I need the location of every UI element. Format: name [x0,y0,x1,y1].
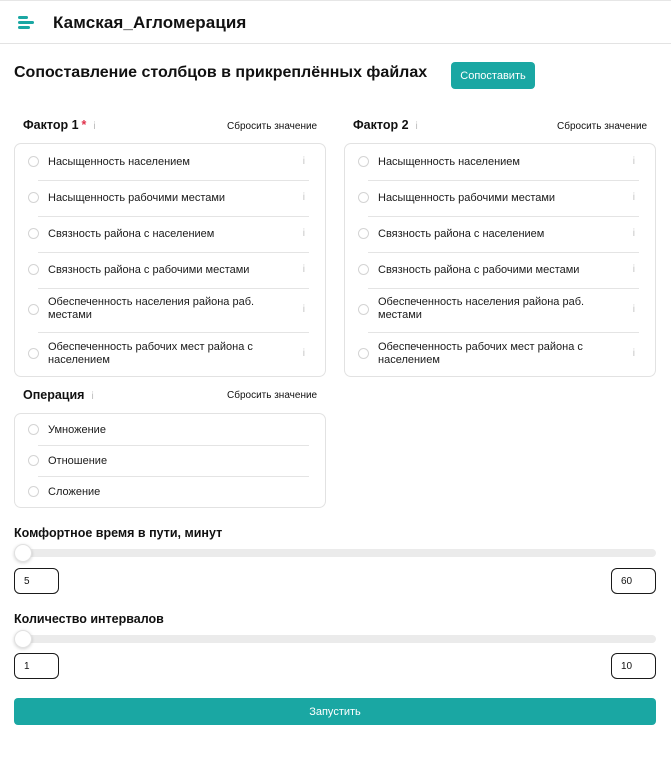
operation-option[interactable]: Отношение [15,445,325,476]
intervals-label: Количество интервалов [14,612,164,626]
required-mark: * [81,118,87,132]
radio-button[interactable] [358,264,369,275]
info-icon[interactable]: i [632,264,635,275]
info-icon[interactable]: i [302,228,305,239]
info-icon[interactable]: i [302,264,305,275]
factor2-option[interactable]: Обеспеченность рабочих мест района с населением i [345,332,655,376]
info-icon[interactable]: i [632,192,635,203]
intervals-min-input[interactable] [14,653,59,679]
radio-button[interactable] [28,192,39,203]
factor1-option[interactable]: Связность района с рабочими местами i [15,252,325,288]
factor1-option[interactable]: Насыщенность населением i [15,144,325,180]
factor2-reset-link[interactable]: Сбросить значение [557,121,648,132]
info-icon[interactable]: i [632,156,635,167]
page-title: Сопоставление столбцов в прикреплённых файлах [14,64,428,81]
travel-time-slider-track[interactable] [14,549,656,557]
radio-button[interactable] [28,486,39,497]
info-icon[interactable]: i [91,391,94,402]
info-icon[interactable]: i [93,121,96,132]
radio-button[interactable] [358,156,369,167]
intervals-slider-track[interactable] [14,635,656,643]
radio-button[interactable] [28,348,39,359]
run-button[interactable]: Запустить [14,698,656,725]
factor2-label: Фактор 2 i [353,118,418,132]
intervals-max-input[interactable] [611,653,656,679]
travel-time-label: Комфортное время в пути, минут [14,526,223,540]
radio-button[interactable] [358,304,369,315]
info-icon[interactable]: i [302,304,305,315]
factor2-option[interactable]: Насыщенность населением i [345,144,655,180]
radio-button[interactable] [358,228,369,239]
radio-button[interactable] [28,228,39,239]
factor1-label: Фактор 1 * i [23,118,96,132]
factor2-option[interactable]: Связность района с рабочими местами i [345,252,655,288]
info-icon[interactable]: i [632,304,635,315]
operation-option[interactable]: Сложение [15,476,325,507]
factor1-options-card [14,143,326,377]
factor2-option[interactable]: Обеспеченность населения района раб. местами i [345,288,655,332]
factor1-reset-link[interactable]: Сбросить значение [227,121,318,132]
operation-reset-link[interactable]: Сбросить значение [227,390,318,401]
menu-icon[interactable] [18,16,36,30]
factor2-option[interactable]: Связность района с населением i [345,216,655,252]
info-icon[interactable]: i [632,348,635,359]
info-icon[interactable]: i [302,192,305,203]
travel-time-min-input[interactable] [14,568,59,594]
info-icon[interactable]: i [302,348,305,359]
radio-button[interactable] [28,264,39,275]
travel-time-max-input[interactable] [611,568,656,594]
factor2-options-card [344,143,656,377]
info-icon[interactable]: i [302,156,305,167]
info-icon[interactable]: i [415,121,418,132]
factor1-option[interactable]: Связность района с населением i [15,216,325,252]
operation-label: Операция i [23,388,94,402]
info-icon[interactable]: i [632,228,635,239]
radio-button[interactable] [28,455,39,466]
factor1-option[interactable]: Обеспеченность населения района раб. местами i [15,288,325,332]
app-header [0,0,671,44]
radio-button[interactable] [358,192,369,203]
factor1-option[interactable]: Насыщенность рабочими местами i [15,180,325,216]
radio-button[interactable] [28,304,39,315]
operation-options-card [14,413,326,508]
intervals-slider-thumb[interactable] [14,630,32,648]
travel-time-slider-thumb[interactable] [14,544,32,562]
factor2-option[interactable]: Насыщенность рабочими местами i [345,180,655,216]
compare-button[interactable]: Сопоставить [451,62,535,89]
operation-option[interactable]: Умножение [15,414,325,445]
radio-button[interactable] [28,156,39,167]
app-title: Камская_Агломерация [53,13,247,32]
radio-button[interactable] [358,348,369,359]
radio-button[interactable] [28,424,39,435]
factor1-option[interactable]: Обеспеченность рабочих мест района с населением i [15,332,325,376]
